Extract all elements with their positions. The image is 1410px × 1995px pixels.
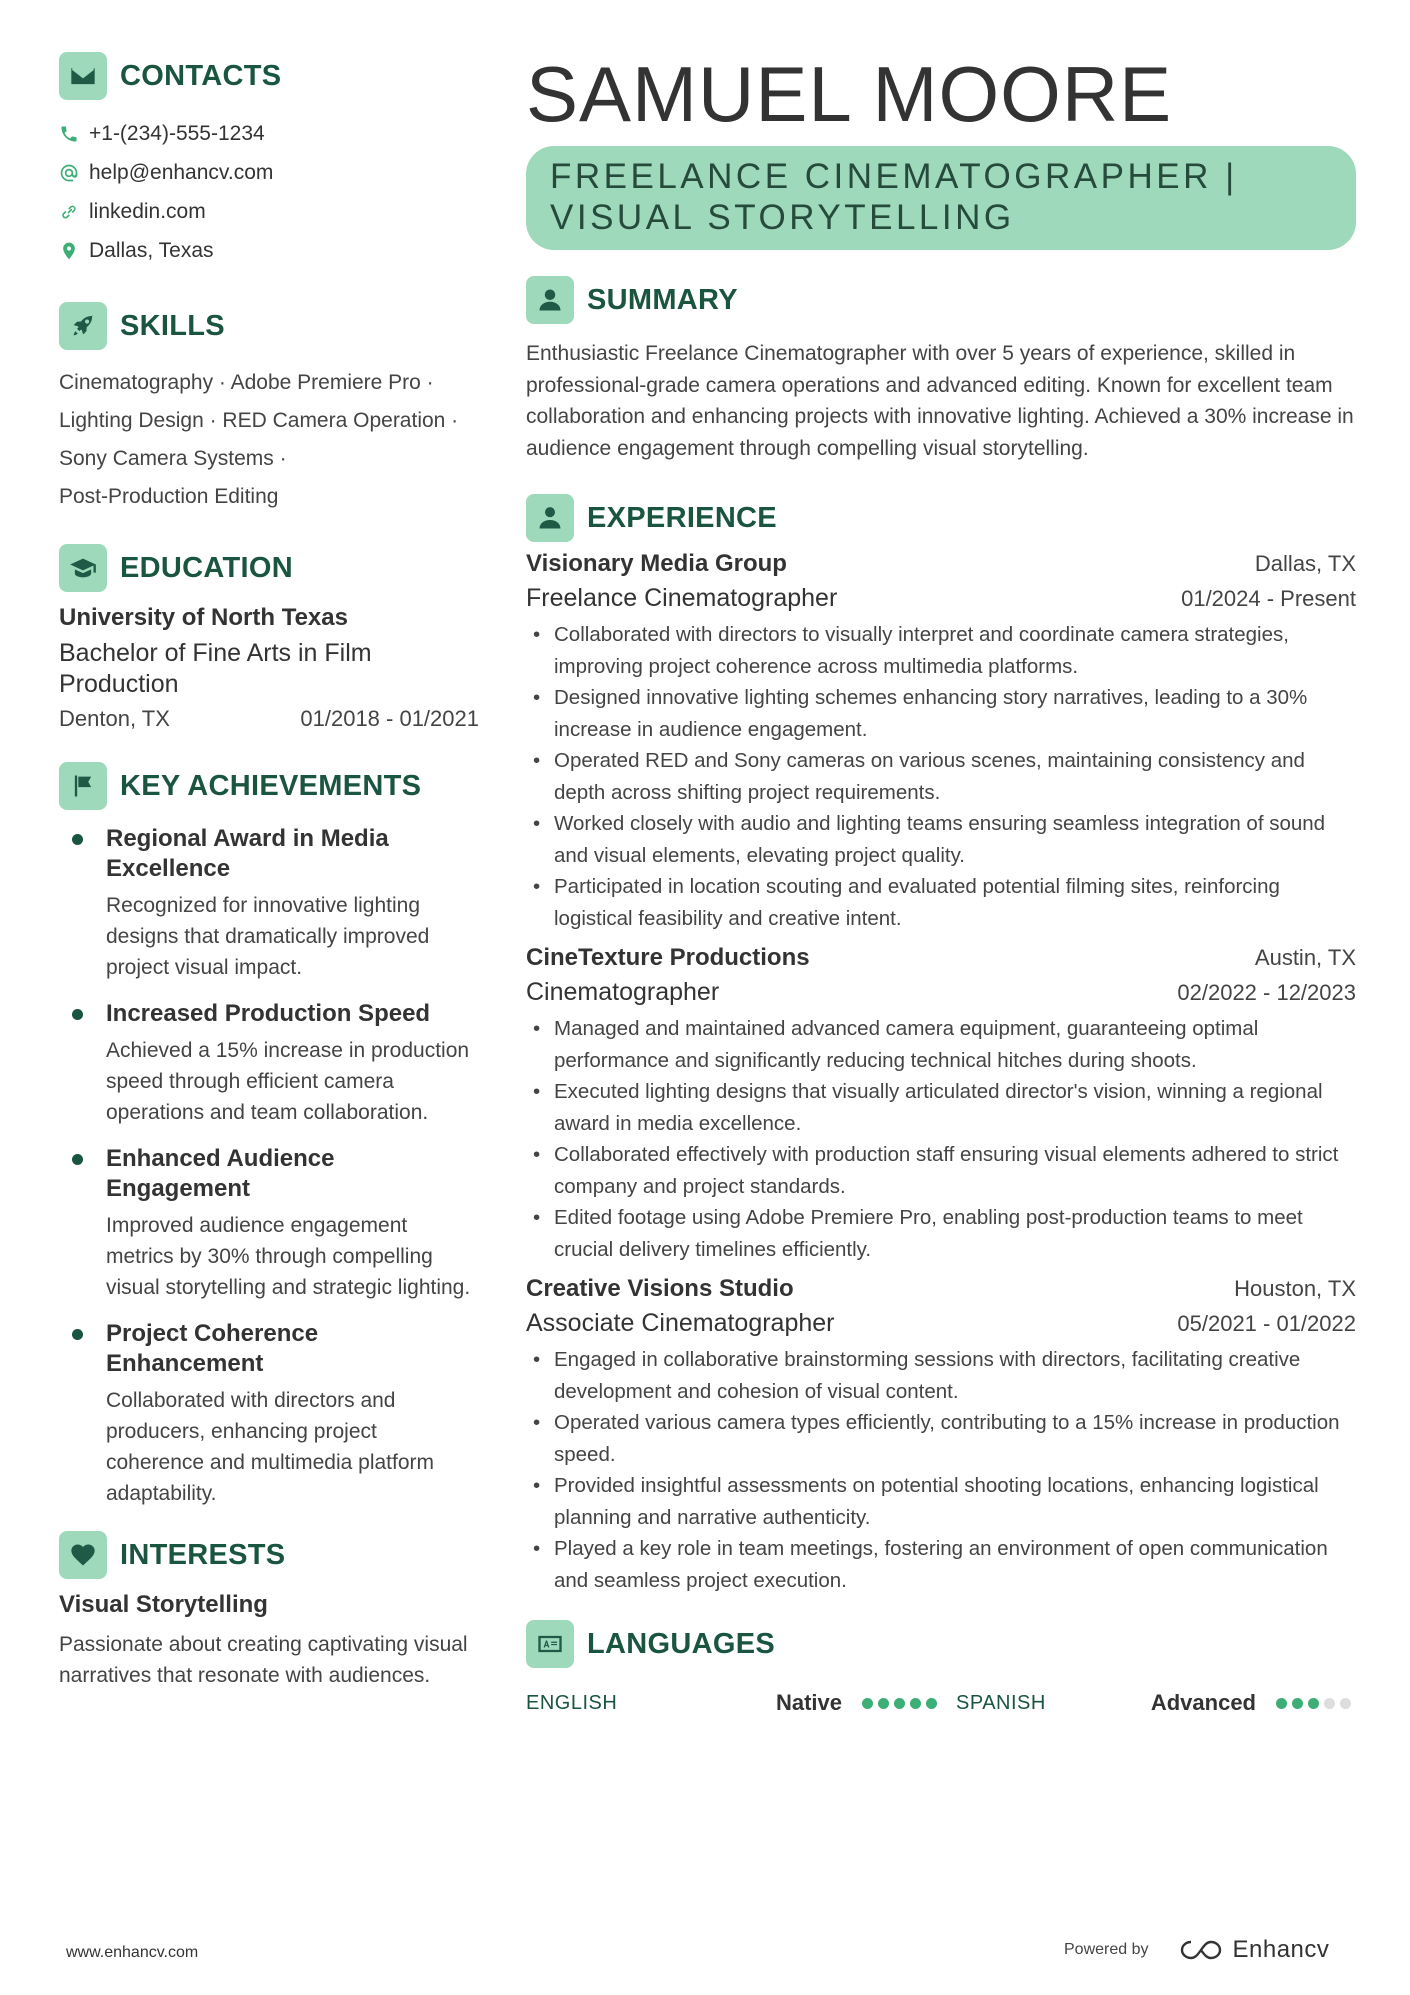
rating-dot <box>910 1698 921 1709</box>
link-icon <box>59 202 79 222</box>
rating-dot <box>1308 1698 1319 1709</box>
job-bullet: • Collaborated effectively with production staff ensuring visual elements adhered to strict company and project standards. <box>526 1139 1356 1202</box>
rocket-icon <box>59 302 107 350</box>
job-dates: 05/2021 - 01/2022 <box>1177 1311 1356 1336</box>
skills-section <box>59 302 479 516</box>
job-bullet: • Edited footage using Adobe Premiere Pro, enabling post-production teams to meet crucial delivery timelines efficiently. <box>526 1202 1356 1265</box>
education-location: Denton, TX <box>59 706 170 731</box>
rating-dot <box>1340 1698 1351 1709</box>
envelope-icon <box>59 52 107 100</box>
education-school: University of North Texas <box>59 604 348 631</box>
achievement-item <box>59 1144 479 1303</box>
job-bullets <box>526 1013 1356 1265</box>
interest-title: Visual Storytelling <box>59 1591 268 1618</box>
summary-section <box>526 276 1356 464</box>
achievement-item <box>59 824 479 983</box>
brand-logo <box>1177 1936 1330 1964</box>
contact-location <box>59 231 479 270</box>
experience-title: EXPERIENCE <box>587 501 777 534</box>
phone-icon <box>59 124 79 144</box>
job-location: Houston, TX <box>1234 1276 1356 1301</box>
job-location: Dallas, TX <box>1254 551 1356 576</box>
rating-dot <box>1292 1698 1303 1709</box>
skills-line: Lighting Design · RED Camera Operation · <box>59 409 459 432</box>
achievement-desc: Achieved a 15% increase in production speed through efficient camera operations and team collaboration. <box>106 1039 470 1124</box>
bullet-icon <box>72 834 83 845</box>
interests-header <box>59 1531 479 1579</box>
language-rating <box>1276 1698 1356 1709</box>
contact-email-text: help@enhancv.com <box>89 160 274 184</box>
job-company: Visionary Media Group <box>526 550 787 577</box>
experience-section <box>526 494 1356 1596</box>
briefcase-user-icon <box>526 494 574 542</box>
job-dates: 02/2022 - 12/2023 <box>1177 980 1356 1005</box>
title-line: FREELANCE CINEMATOGRAPHER | <box>550 157 1238 196</box>
contact-link[interactable] <box>59 192 479 231</box>
contacts-section <box>59 52 479 270</box>
interests-section <box>59 1531 479 1691</box>
contact-phone[interactable] <box>59 114 479 153</box>
interests-title: INTERESTS <box>120 1538 286 1571</box>
achievement-title: Increased Production Speed <box>106 1000 431 1027</box>
rating-dot <box>926 1698 937 1709</box>
rating-dot <box>878 1698 889 1709</box>
skills-list <box>59 364 479 516</box>
achievement-desc: Collaborated with directors and producers, enhancing project coherence and multimedia platform adaptability. <box>106 1389 435 1505</box>
language-level: Advanced <box>1150 1690 1256 1715</box>
candidate-title-banner <box>526 146 1356 250</box>
job-bullet: • Collaborated with directors to visually interpret and coordinate camera strategies, improving project coherence across multimedia platforms. <box>526 619 1356 682</box>
education-header <box>59 544 479 592</box>
language-item <box>526 1690 942 1716</box>
rating-dot <box>862 1698 873 1709</box>
powered-by-text: Powered by <box>1064 1941 1149 1958</box>
location-pin-icon <box>59 241 79 261</box>
job-bullet: • Designed innovative lighting schemes enhancing story narratives, leading to a 30% increase in audience engagement. <box>526 682 1356 745</box>
footer-branding[interactable] <box>1064 1936 1329 1964</box>
achievement-title: Regional Award in Media Excellence <box>106 825 389 882</box>
contacts-header <box>59 52 479 100</box>
contact-phone-text: +1-(234)-555-1234 <box>89 121 265 145</box>
job-entry <box>526 1275 1356 1596</box>
job-bullet: • Operated RED and Sony cameras on various scenes, maintaining consistency and depth across shifting project requirements. <box>526 745 1356 808</box>
job-bullets <box>526 1344 1356 1596</box>
candidate-name: SAMUEL MOORE <box>526 50 1173 138</box>
achievement-item <box>59 999 479 1128</box>
at-icon <box>59 163 79 183</box>
job-bullet: • Managed and maintained advanced camera equipment, guaranteeing optimal performance and significantly reducing technical hitches during shoots. <box>526 1013 1356 1076</box>
footer-website[interactable]: www.enhancv.com <box>66 1944 199 1961</box>
language-rating <box>862 1698 942 1709</box>
job-bullet: • Played a key role in team meetings, fostering an environment of open communication and seamless project execution. <box>526 1533 1356 1596</box>
education-degree: Bachelor of Fine Arts in Film Production <box>59 639 372 698</box>
job-role: Freelance Cinematographer <box>526 584 838 612</box>
achievement-desc: Recognized for innovative lighting designs that dramatically improved project visual impact. <box>106 894 430 979</box>
education-meta <box>59 706 479 732</box>
job-bullet: • Worked closely with audio and lighting teams ensuring seamless integration of sound and visual elements, elevating project quality. <box>526 808 1356 871</box>
summary-title: SUMMARY <box>587 283 738 316</box>
skills-line: Cinematography · Adobe Premiere Pro · <box>59 371 434 394</box>
skills-line: Post-Production Editing <box>59 485 279 508</box>
job-entry <box>526 550 1356 934</box>
job-dates: 01/2024 - Present <box>1181 586 1356 611</box>
rating-dot <box>1276 1698 1287 1709</box>
job-bullet: • Engaged in collaborative brainstorming sessions with directors, facilitating creative development and cohesion of visual content. <box>526 1344 1356 1407</box>
enhancv-logo-icon <box>1177 1937 1225 1963</box>
achievement-title: Enhanced Audience Engagement <box>106 1145 335 1202</box>
education-dates: 01/2018 - 01/2021 <box>300 706 479 731</box>
job-role: Cinematographer <box>526 978 720 1006</box>
language-item <box>956 1690 1356 1716</box>
language-name: SPANISH <box>956 1691 1046 1714</box>
language-name: ENGLISH <box>526 1691 618 1714</box>
achievement-desc: Improved audience engagement metrics by 30% through compelling visual storytelling and strategic lighting. <box>106 1214 471 1299</box>
bullet-icon <box>72 1154 83 1165</box>
languages-title: LANGUAGES <box>587 1627 775 1660</box>
job-bullet: • Operated various camera types efficiently, contributing to a 15% increase in production speed. <box>526 1407 1356 1470</box>
brand-name: Enhancv <box>1232 1936 1330 1963</box>
rating-dot <box>894 1698 905 1709</box>
job-role: Associate Cinematographer <box>526 1309 835 1337</box>
experience-header <box>526 494 1356 542</box>
contacts-title: CONTACTS <box>120 59 282 92</box>
user-icon <box>526 276 574 324</box>
bullet-icon <box>72 1329 83 1340</box>
job-entry <box>526 944 1356 1265</box>
language-level: Native <box>775 1690 842 1715</box>
job-bullet: • Executed lighting designs that visually articulated director's vision, winning a regional award in media excellence. <box>526 1076 1356 1139</box>
interest-desc: Passionate about creating captivating visual narratives that resonate with audiences. <box>59 1633 468 1687</box>
job-bullet: • Participated in location scouting and evaluated potential filming sites, reinforcing logistical feasibility and creative intent. <box>526 871 1356 934</box>
job-company: Creative Visions Studio <box>526 1275 794 1302</box>
heart-icon <box>59 1531 107 1579</box>
bullet-icon <box>72 1009 83 1020</box>
skills-line: Sony Camera Systems · <box>59 447 287 470</box>
achievements-header <box>59 762 479 810</box>
summary-text: Enthusiastic Freelance Cinematographer with over 5 years of experience, skilled in professional-grade camera operations and advanced editing. Known for excellent team collaboration and enhancing projects with innovative lighting. Achieved a 30% increase in audience engagement through compelling visual storytelling. <box>526 342 1354 460</box>
language-icon <box>526 1620 574 1668</box>
summary-header <box>526 276 1356 324</box>
skills-header <box>59 302 479 350</box>
flag-icon <box>59 762 107 810</box>
contact-location-text: Dallas, Texas <box>89 238 214 262</box>
languages-section <box>526 1620 1356 1716</box>
skills-title: SKILLS <box>120 309 225 342</box>
job-company: CineTexture Productions <box>526 944 810 971</box>
contact-link-text: linkedin.com <box>89 199 206 223</box>
job-location: Austin, TX <box>1254 945 1356 970</box>
rating-dot <box>1324 1698 1335 1709</box>
left-column <box>59 52 479 1691</box>
languages-header <box>526 1620 1356 1668</box>
title-line: VISUAL STORYTELLING <box>550 198 1015 237</box>
right-column <box>526 52 1356 1716</box>
achievements-section <box>59 762 479 1509</box>
achievement-item <box>59 1319 479 1509</box>
education-title: EDUCATION <box>120 551 293 584</box>
education-section <box>59 544 479 732</box>
job-bullets <box>526 619 1356 934</box>
job-bullet: • Provided insightful assessments on potential shooting locations, enhancing logistical planning and narrative authenticity. <box>526 1470 1356 1533</box>
achievement-title: Project Coherence Enhancement <box>106 1320 319 1377</box>
contact-email[interactable] <box>59 153 479 192</box>
graduation-cap-icon <box>59 544 107 592</box>
achievements-title: KEY ACHIEVEMENTS <box>120 769 422 802</box>
languages-row <box>526 1690 1356 1716</box>
